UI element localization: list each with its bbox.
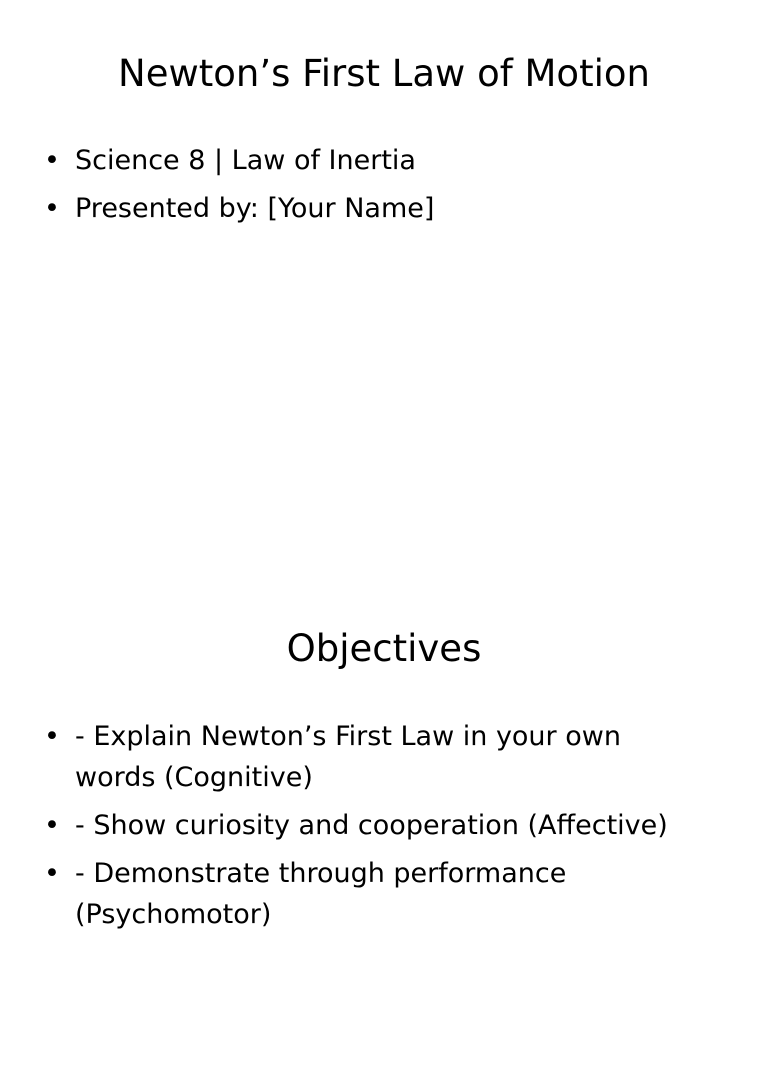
slide-title-slide xyxy=(0,0,768,512)
bullet-icon: • xyxy=(44,145,60,176)
slide-objectives xyxy=(0,577,768,1089)
bullet-text: - Demonstrate through performance (Psychomotor) xyxy=(75,858,567,930)
bullet-icon: • xyxy=(44,810,60,841)
list-item xyxy=(44,140,704,181)
bullet-text: - Show curiosity and cooperation (Affective) xyxy=(75,810,668,841)
bullet-icon: • xyxy=(44,858,60,889)
bullet-text: Presented by: [Your Name] xyxy=(75,193,435,224)
bullet-text: - Explain Newton’s First Law in your own words (Cognitive) xyxy=(75,721,621,793)
list-item xyxy=(44,805,704,846)
bullet-text: Science 8 | Law of Inertia xyxy=(75,145,416,176)
list-item xyxy=(44,188,704,229)
list-item xyxy=(44,853,704,935)
slide-title: Newton’s First Law of Motion xyxy=(118,52,650,95)
slide-title: Objectives xyxy=(286,627,482,670)
bullet-icon: • xyxy=(44,721,60,752)
bullet-icon: • xyxy=(44,193,60,224)
bullet-list xyxy=(44,716,704,942)
bullet-list xyxy=(44,140,704,236)
list-item xyxy=(44,716,704,798)
